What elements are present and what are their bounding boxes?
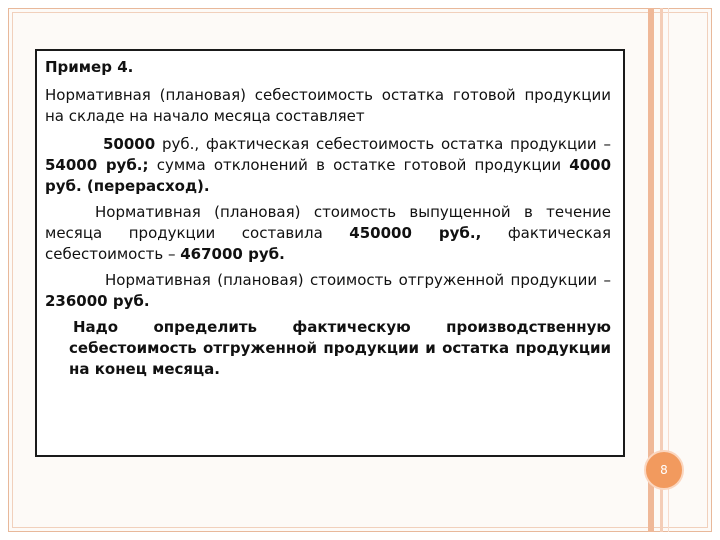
value-output-actual: 467000 руб. — [180, 245, 285, 263]
text-segment: сумма отклонений в остатке готовой продукции — [148, 156, 570, 174]
paragraph-opening-actual-cost — [45, 134, 611, 197]
example-text-box — [35, 49, 625, 457]
text-segment: фактическая себестоимость – — [45, 224, 612, 263]
value-opening-deviation: 4000 руб. (перерасход). — [45, 156, 612, 195]
value-output-normative: 450000 руб., — [349, 224, 482, 242]
value-shipped-normative: 236000 руб. — [45, 292, 150, 310]
paragraph-month-output — [45, 202, 611, 265]
text-segment: Нормативная (плановая) стоимость отгруженной продукции – — [105, 271, 611, 289]
page-number-badge: 8 — [644, 450, 684, 490]
value-opening-actual: 54000 руб.; — [45, 156, 149, 174]
value-opening-normative: 50000 — [103, 135, 156, 153]
paragraph-shipped-product — [45, 270, 611, 312]
task-statement: Надо определить фактическую производственную себестоимость отгруженной продукции и остатка продукции на конец месяца. — [69, 318, 611, 378]
paragraph-opening-normative-cost: Нормативная (плановая) себестоимость остатка готовой продукции на складе на начало месяца составляет — [45, 86, 611, 125]
text-segment: руб., фактическая себестоимость остатка продукции – — [155, 135, 611, 153]
text-segment: Нормативная (плановая) стоимость выпущенной в течение месяца продукции составила — [45, 203, 611, 242]
example-title: Пример 4. — [45, 58, 134, 76]
